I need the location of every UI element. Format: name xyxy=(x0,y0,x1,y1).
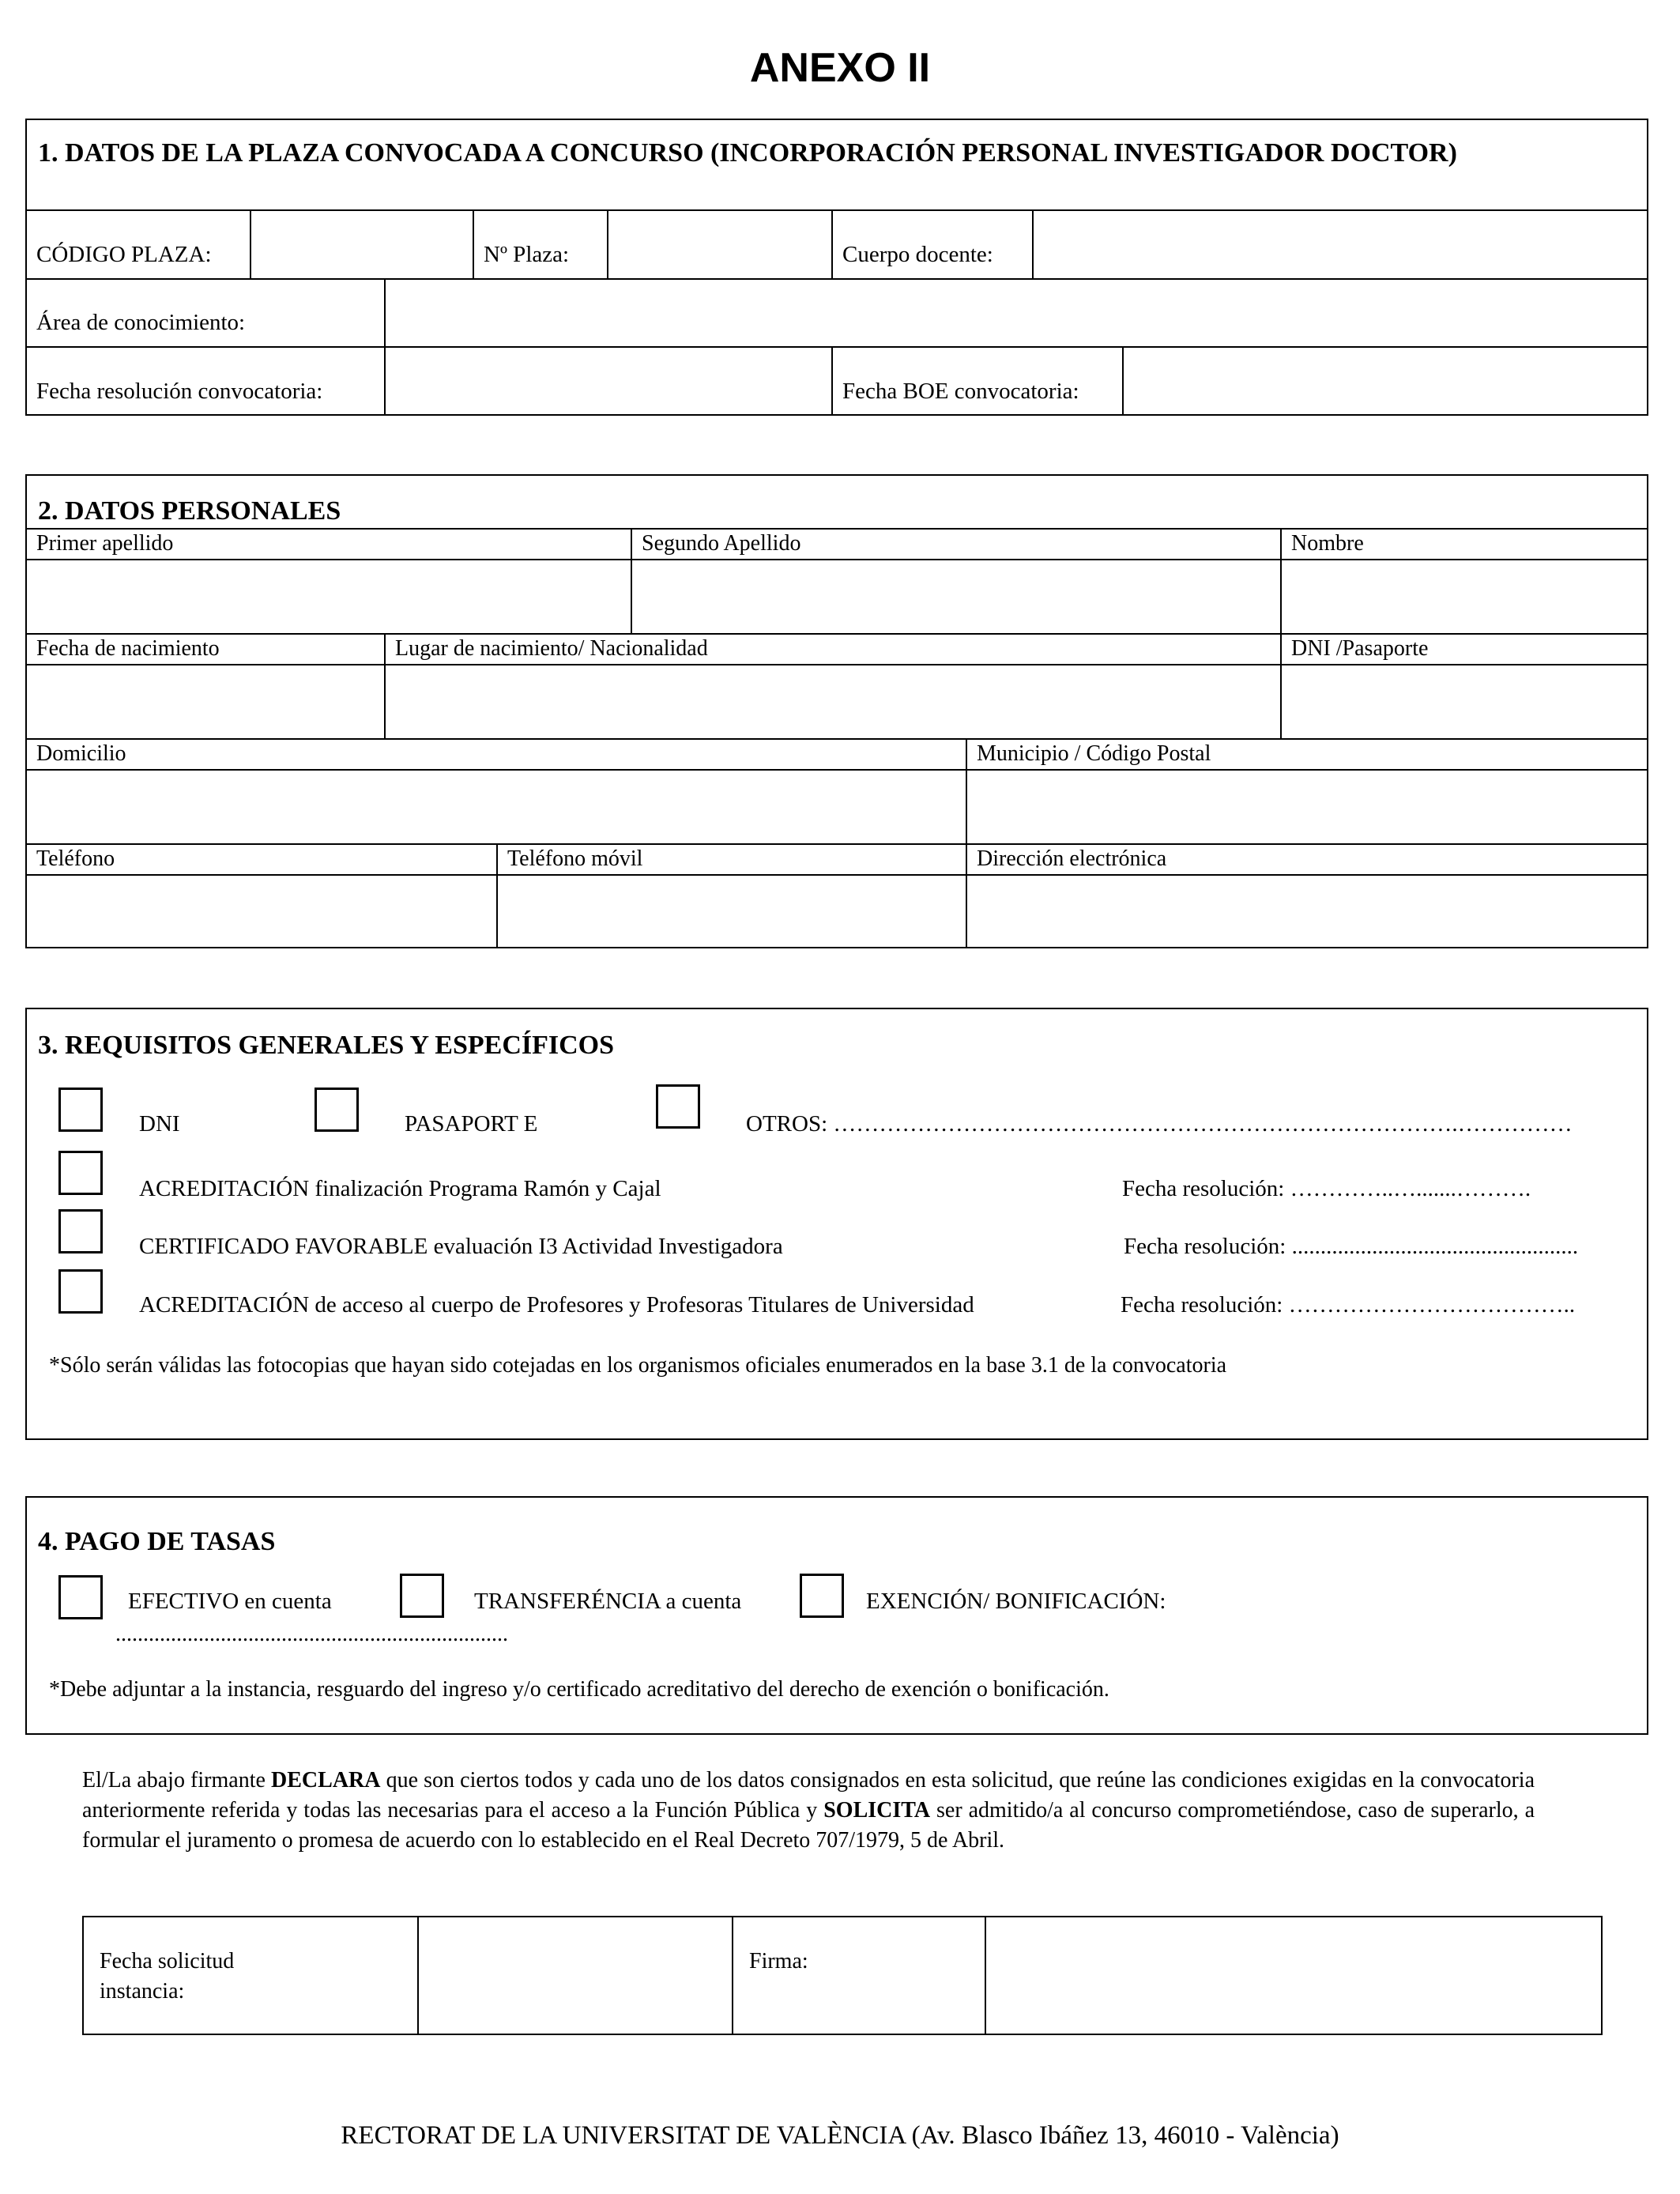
domicilio-label: Domicilio xyxy=(36,741,126,766)
nombre-label: Nombre xyxy=(1291,531,1364,556)
i3-fecha[interactable]: Fecha resolución: .................................................. xyxy=(1124,1234,1579,1259)
municipio-label: Municipio / Código Postal xyxy=(977,741,1211,766)
lugar-nacimiento-label: Lugar de nacimiento/ Nacionalidad xyxy=(395,636,708,661)
dni-pasaporte-field[interactable] xyxy=(1282,665,1647,737)
fecha-resolucion-label: Fecha resolución convocatoria: xyxy=(36,379,323,404)
fecha-solicitud-label-line1: Fecha solicitud xyxy=(100,1949,235,1973)
i3-checkbox[interactable] xyxy=(58,1209,103,1253)
firma-field[interactable] xyxy=(986,1917,1601,2034)
municipio-field[interactable] xyxy=(967,771,1647,842)
ramon-y-cajal-checkbox[interactable] xyxy=(58,1151,103,1195)
direccion-electronica-field[interactable] xyxy=(967,876,1647,947)
requisitos-note: *Sólo serán válidas las fotocopias que hayan sido cotejadas en los organismos oficiales enumerados en la base 3.1 de la convocatoria xyxy=(49,1353,1227,1378)
ramon-y-cajal-fecha[interactable]: Fecha resolución: …………..….......………. xyxy=(1122,1176,1531,1201)
declaration-part3: ser admitido/a al concurso comprometiéndose, caso de superarlo, a formular el juramento o promesa de acuerdo con lo establecido en el Real Decreto 707/1979, 5 de Abril. xyxy=(82,1798,1535,1853)
primer-apellido-field[interactable] xyxy=(27,560,629,631)
pago-note: *Debe adjuntar a la instancia, resguardo del ingreso y/o certificado acreditativo del derecho de exención o bonificación. xyxy=(49,1677,1109,1702)
codigo-plaza-label: CÓDIGO PLAZA: xyxy=(36,242,212,267)
section-pago-tasas-heading: 4. PAGO DE TASAS xyxy=(38,1527,276,1556)
telefono-label: Teléfono xyxy=(36,846,115,871)
area-conocimiento-field[interactable] xyxy=(386,280,1647,345)
segundo-apellido-field[interactable] xyxy=(632,560,1279,631)
transferencia-checkbox[interactable] xyxy=(400,1574,444,1618)
fecha-nacimiento-label: Fecha de nacimiento xyxy=(36,636,220,661)
section-requisitos-heading: 3. REQUISITOS GENERALES Y ESPECÍFICOS xyxy=(38,1031,615,1060)
efectivo-checkbox[interactable] xyxy=(58,1575,103,1619)
telefono-movil-label: Teléfono móvil xyxy=(507,846,643,871)
n-plaza-label: Nº Plaza: xyxy=(484,242,570,267)
acreditacion-titulares-label: ACREDITACIÓN de acceso al cuerpo de Profesores y Profesoras Titulares de Universidad xyxy=(139,1292,974,1318)
i3-label: CERTIFICADO FAVORABLE evaluación I3 Actividad Investigadora xyxy=(139,1234,783,1259)
footer-address: RECTORAT DE LA UNIVERSITAT DE VALÈNCIA (Av. Blasco Ibáñez 13, 46010 - València) xyxy=(341,2121,1339,2150)
declara-keyword: DECLARA xyxy=(271,1768,381,1793)
exencion-label: EXENCIÓN/ BONIFICACIÓN: xyxy=(866,1589,1166,1614)
efectivo-label: EFECTIVO en cuenta xyxy=(128,1589,332,1614)
pasaporte-label: PASAPORT E xyxy=(405,1111,538,1137)
fecha-solicitud-field[interactable] xyxy=(419,1917,730,2034)
declaration-text xyxy=(82,1766,1535,1856)
dni-checkbox[interactable] xyxy=(58,1088,103,1132)
ramon-y-cajal-label: ACREDITACIÓN finalización Programa Ramón y Cajal xyxy=(139,1176,661,1201)
fecha-resolucion-field[interactable] xyxy=(386,348,830,414)
acreditacion-titulares-fecha[interactable]: Fecha resolución: ……………………………….. xyxy=(1121,1292,1576,1318)
fecha-boe-field[interactable] xyxy=(1124,348,1647,414)
segundo-apellido-label: Segundo Apellido xyxy=(642,531,801,556)
pasaporte-checkbox[interactable] xyxy=(315,1088,359,1132)
page-title: ANEXO II xyxy=(749,45,931,91)
domicilio-field[interactable] xyxy=(27,771,964,842)
otros-checkbox[interactable] xyxy=(656,1084,700,1129)
cuerpo-docente-field[interactable] xyxy=(1034,211,1647,277)
n-plaza-field[interactable] xyxy=(608,211,830,277)
area-conocimiento-label: Área de conocimiento: xyxy=(36,310,246,335)
section-datos-personales-heading: 2. DATOS PERSONALES xyxy=(38,496,341,526)
fecha-nacimiento-field[interactable] xyxy=(27,665,382,737)
primer-apellido-label: Primer apellido xyxy=(36,531,174,556)
otros-label: OTROS: ……………………………………………………………………….…………… xyxy=(746,1111,1573,1137)
lugar-nacimiento-field[interactable] xyxy=(386,665,1279,737)
codigo-plaza-field[interactable] xyxy=(251,211,471,277)
exencion-checkbox[interactable] xyxy=(800,1574,844,1618)
fecha-boe-label: Fecha BOE convocatoria: xyxy=(842,379,1079,404)
firma-label: Firma: xyxy=(749,1949,808,1973)
acreditacion-titulares-checkbox[interactable] xyxy=(58,1269,103,1314)
solicita-keyword: SOLICITA xyxy=(823,1798,931,1823)
cuerpo-docente-label: Cuerpo docente: xyxy=(842,242,993,267)
telefono-field[interactable] xyxy=(27,876,495,947)
telefono-movil-field[interactable] xyxy=(498,876,964,947)
section-plaza-heading: 1. DATOS DE LA PLAZA CONVOCADA A CONCURSO (INCORPORACIÓN PERSONAL INVESTIGADOR DOCTOR) xyxy=(38,138,1457,168)
dni-label: DNI xyxy=(139,1111,180,1137)
direccion-electronica-label: Dirección electrónica xyxy=(977,846,1167,871)
declaration-part1: El/La abajo firmante xyxy=(82,1768,272,1793)
nombre-field[interactable] xyxy=(1282,560,1647,631)
exencion-dots[interactable]: ....................................................................... xyxy=(115,1622,508,1646)
dni-pasaporte-label: DNI /Pasaporte xyxy=(1291,636,1429,661)
declaration-part2: que son ciertos todos y cada uno de los datos consignados en esta solicitud, que reúne las condiciones exigidas en la convocatoria anteriormente referida y todas las necesarias para el acceso a la Función Pública y xyxy=(82,1768,1535,1823)
fecha-solicitud-label-line2: instancia: xyxy=(100,1979,185,2004)
transferencia-label: TRANSFERÉNCIA a cuenta xyxy=(474,1589,742,1614)
